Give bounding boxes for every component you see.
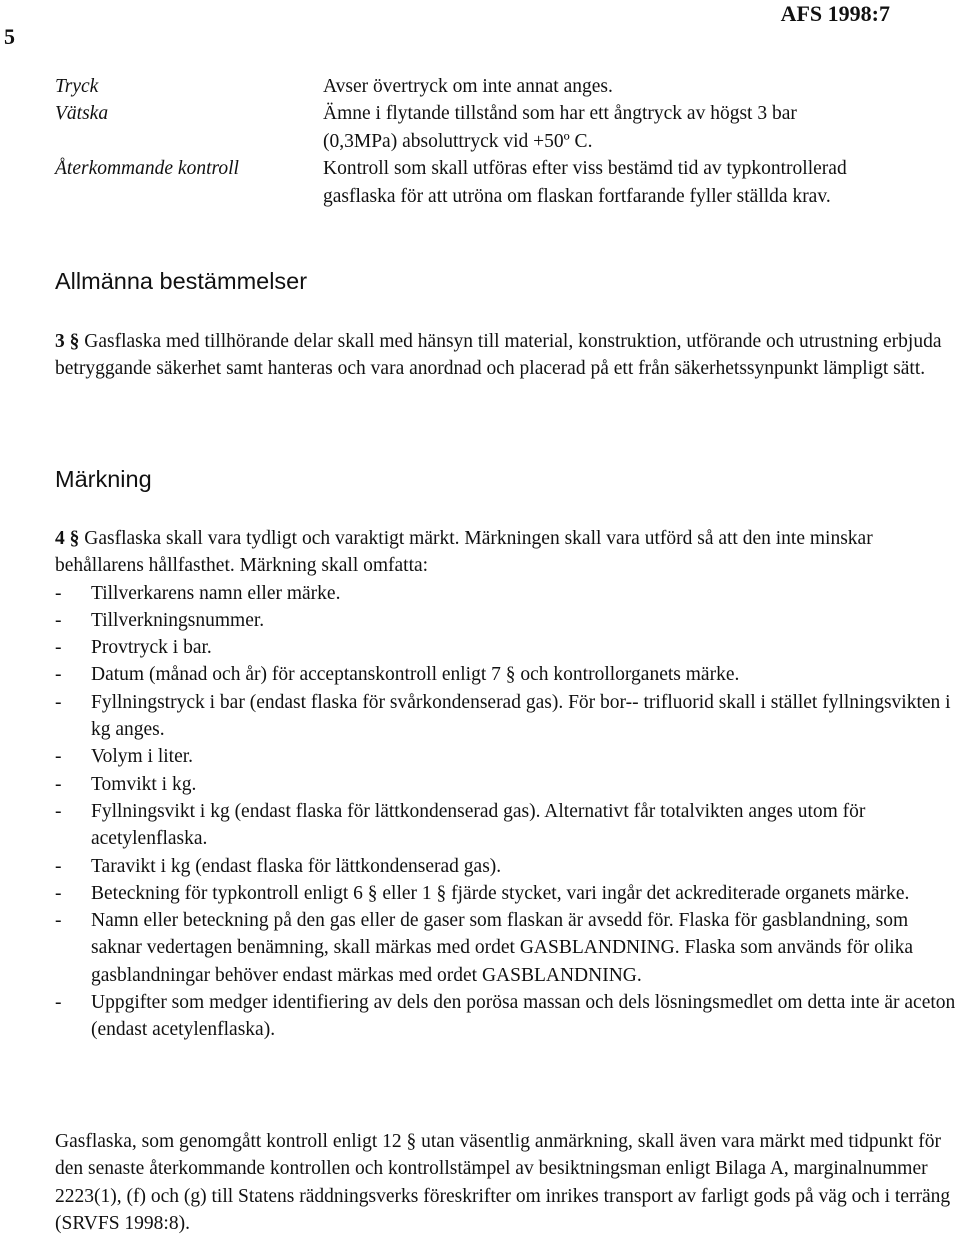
list-item: - Volym i liter. — [55, 746, 194, 768]
list-item: - Datum (månad och år) för acceptanskontroll enligt 7 § och kontrollorganets märke. — [55, 664, 740, 686]
document-code: AFS 1998:7 — [780, 1, 890, 26]
definition-term-tryck: Tryck — [55, 76, 99, 97]
list-item: - Beteckning för typkontroll enligt 6 § eller 1 § fjärde stycket, vari ingår det ackrediterade organets märke. — [55, 882, 910, 904]
list-item: - Namn eller beteckning på den gas eller de gaser som flaskan är avsedd för. Flaska för gasblandning, som saknar vedertagen benämning, skall märkas med ordet GASBLANDNING. Flaska som används för olika gasblandningar behöver endast märkas med ordet GASBLANDNING. — [55, 910, 914, 986]
paragraph-number: 4 § — [55, 528, 80, 549]
section-heading-general: Allmänna bestämmelser — [55, 268, 308, 294]
page-number: 5 — [4, 24, 15, 49]
list-item: - Tillverkningsnummer. — [55, 609, 265, 631]
section-heading-marking: Märkning — [55, 466, 152, 492]
list-item: - Fyllningstryck i bar (endast flaska för svårkondenserad gas). För bor-- trifluorid skall i stället fyllningsvikten i kg anges. — [55, 691, 951, 741]
paragraph-4 — [55, 525, 960, 1044]
definition-term-aterkommande: Återkommande kontroll — [55, 158, 239, 179]
closing-paragraph: Gasflaska, som genomgått kontroll enligt 12 § utan väsentlig anmärkning, skall även vara märkt med tidpunkt för den senaste återkommande kontrollen och kontrollstämpel av besiktningsman enligt Bilaga A, marginalnummer 2223(1), (f) och (g) till Statens räddningsverks föreskrifter om inrikes transport av farligt gods på väg och i terräng (SRVFS 1998:8). — [55, 1131, 951, 1234]
list-item: - Uppgifter som medger identifiering av dels den porösa massan och dels lösningsmedlet om detta inte är aceton (endast acetylenflaska). — [55, 992, 956, 1041]
paragraph-3 — [55, 328, 960, 383]
list-item: - Tomvikt i kg. — [55, 773, 197, 795]
definition-text-vatska-line2: (0,3MPa) absoluttryck vid +50º C. — [323, 131, 593, 152]
marking-list — [55, 580, 960, 1044]
definition-term-vatska: Vätska — [55, 103, 109, 124]
list-item: - Provtryck i bar. — [55, 637, 212, 659]
paragraph-number: 3 § — [55, 331, 80, 352]
paragraph-text: Gasflaska skall vara tydligt och varaktigt märkt. Märkningen skall vara utförd så att den inte minskar behållarens hållfasthet. Märkning skall omfatta: — [55, 528, 873, 577]
definition-text-tryck: Avser övertryck om inte annat anges. — [323, 76, 613, 97]
list-item: - Fyllningsvikt i kg (endast flaska för lättkondenserad gas). Alternativt får totalvikten anges utom för acetylenflaska. — [55, 800, 866, 850]
list-item: - Taravikt i kg (endast flaska för lättkondenserad gas). — [55, 855, 502, 877]
definition-text-aterkommande-line2: gasflaska för att utröna om flaskan fortfarande fyller ställda krav. — [323, 186, 831, 207]
list-item: - Tillverkarens namn eller märke. — [55, 582, 341, 604]
paragraph-text: Gasflaska med tillhörande delar skall med hänsyn till material, konstruktion, utförande och utrustning erbjuda betryggande säkerhet samt hanteras och vara anordnad och placerad på ett från säkerhetssynpunkt lämpligt sätt. — [55, 331, 942, 380]
definition-text-vatska-line1: Ämne i flytande tillstånd som har ett ångtryck av högst 3 bar — [323, 103, 797, 124]
definition-text-aterkommande-line1: Kontroll som skall utföras efter viss bestämd tid av typkontrollerad — [323, 158, 847, 179]
